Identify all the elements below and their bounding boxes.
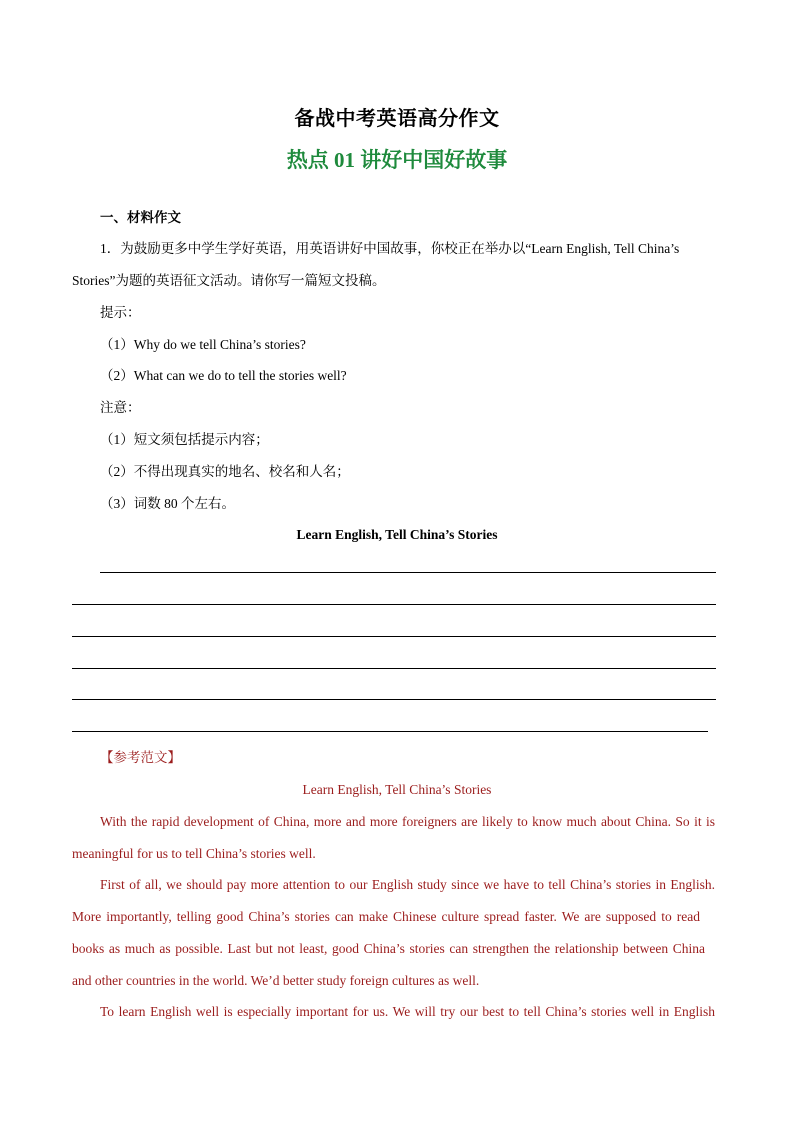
document-subtitle: 热点 01 讲好中国好故事 — [286, 148, 508, 172]
writing-line — [72, 668, 716, 669]
reference-line-6: and other countries in the world. We’d better study foreign cultures as well. — [72, 973, 480, 988]
reference-label: 【参考范文】 — [100, 750, 181, 765]
question-line-1: 1．为鼓励更多中学生学好英语，用英语讲好中国故事，你校正在举办以“Learn English, Tell China’s — [100, 241, 680, 256]
notes-label: 注意： — [100, 400, 141, 415]
writing-line — [72, 731, 708, 732]
reference-line-5: books as much as possible. Last but not least, good China’s stories can strengthen the relationship between China — [72, 941, 705, 956]
note-1: （1）短文须包括提示内容； — [100, 432, 269, 447]
reference-title: Learn English, Tell China’s Stories — [302, 782, 492, 797]
note-2: （2）不得出现真实的地名、校名和人名； — [100, 464, 350, 479]
reference-line-7: To learn English well is especially important for us. We will try our best to tell China’s stories well in English — [100, 1004, 715, 1019]
question-line-2: Stories”为题的英语征文活动。请你写一篇短文投稿。 — [72, 273, 386, 288]
hints-label: 提示： — [100, 305, 141, 320]
hint-1: （1）Why do we tell China’s stories? — [100, 337, 306, 352]
reference-line-1: With the rapid development of China, more and more foreigners are likely to know much about China. So it is — [100, 814, 715, 829]
note-3: （3）词数 80 个左右。 — [100, 496, 235, 511]
reference-line-2: meaningful for us to tell China’s stories well. — [72, 846, 316, 861]
reference-line-4: More importantly, telling good China’s stories can make Chinese culture spread faster. We are supposed to read — [72, 909, 700, 924]
writing-line — [72, 604, 716, 605]
writing-line — [72, 636, 716, 637]
document-title: 备战中考英语高分作文 — [294, 108, 500, 130]
section-heading: 一、材料作文 — [100, 210, 181, 225]
writing-line — [72, 699, 716, 700]
essay-title: Learn English, Tell China’s Stories — [296, 527, 498, 542]
writing-line — [100, 572, 716, 573]
reference-line-3: First of all, we should pay more attention to our English study since we have to tell China’s stories in English. — [100, 877, 715, 892]
hint-2: （2）What can we do to tell the stories well? — [100, 368, 347, 383]
